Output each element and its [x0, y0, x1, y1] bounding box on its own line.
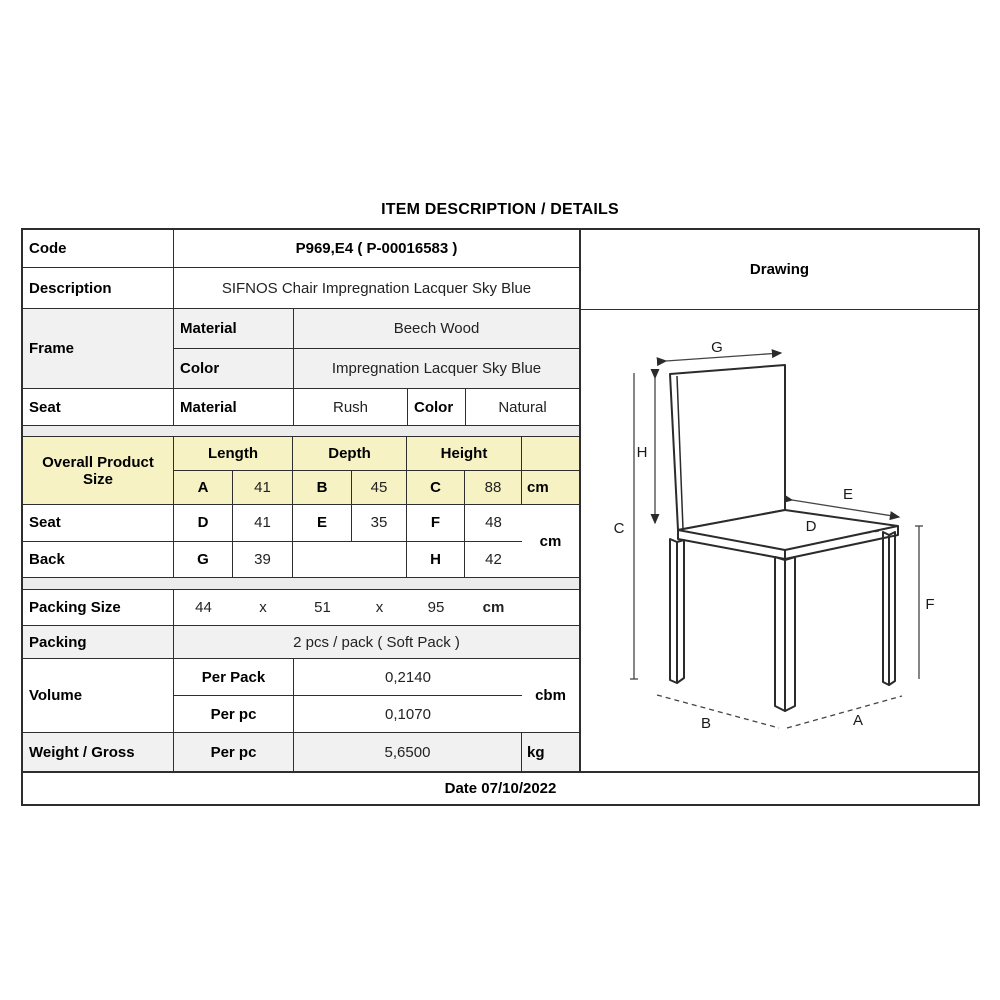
packing-sep-2: x: [375, 599, 384, 616]
table-body: [23, 230, 978, 771]
dim-e-value: 35: [352, 505, 407, 541]
size-header-row: [174, 437, 579, 471]
overall-size-subtable: [174, 437, 579, 504]
drawing-header: Drawing: [581, 230, 978, 310]
volume-section: [23, 659, 579, 733]
dim-h-value: 42: [485, 550, 502, 568]
size-header-unit-cell: [522, 437, 579, 470]
date-row: Date 07/10/2022: [23, 771, 978, 804]
frame-label: Frame: [23, 309, 174, 388]
dim-label-b: B: [700, 715, 712, 732]
packing-dim-3: 95: [427, 599, 445, 616]
description-label: Description: [23, 268, 174, 308]
description-row: [23, 268, 579, 309]
description-value: SIFNOS Chair Impregnation Lacquer Sky Blue: [221, 279, 532, 297]
dim-b-value: 45: [352, 471, 407, 504]
code-label: Code: [23, 230, 174, 267]
packing-value: 2 pcs / pack ( Soft Pack ): [174, 626, 579, 658]
spacer-row: [23, 578, 579, 590]
volume-per-pack-row: [174, 659, 522, 696]
seat-back-subtable: [23, 505, 522, 577]
packing-size-unit: cm: [482, 599, 505, 616]
frame-material-row: [174, 309, 579, 349]
packing-label: Packing: [23, 626, 174, 658]
chair-drawing: [581, 310, 980, 771]
dim-label-e: E: [842, 486, 854, 503]
packing-dim-2: 51: [314, 599, 331, 616]
back-empty-cell: [293, 542, 407, 578]
dim-a-value: 41: [233, 471, 293, 504]
drawing-column: [581, 230, 978, 771]
weight-unit: kg: [527, 743, 545, 761]
packing-size-value: [174, 590, 579, 625]
dim-f-value: 48: [485, 514, 502, 532]
volume-subtable: [174, 659, 522, 732]
dim-b-key: B: [293, 471, 352, 504]
dim-e-key: E: [293, 505, 352, 541]
overall-size-header: Overall Product Size: [23, 437, 174, 504]
dim-label-a: A: [852, 712, 864, 729]
spec-left-table: [23, 230, 581, 771]
height-header: Height: [407, 437, 522, 470]
packing-row: [23, 626, 579, 659]
seat-material-value: Rush: [294, 389, 408, 425]
dim-d-key: D: [174, 505, 233, 541]
frame-section: [23, 309, 579, 389]
frame-color-row: [174, 349, 579, 388]
frame-material-value: Beech Wood: [393, 320, 480, 337]
packing-size-label: Packing Size: [23, 590, 174, 625]
weight-row: [23, 733, 579, 771]
dim-g-key: G: [174, 542, 233, 578]
frame-subtable: [174, 309, 579, 388]
dim-label-g: G: [711, 339, 723, 356]
dim-a-key: A: [174, 471, 233, 504]
length-header: Length: [174, 437, 293, 470]
volume-unit: cbm: [535, 687, 566, 704]
seat-material-row: [23, 389, 579, 426]
dim-c-value: 88: [465, 471, 522, 504]
size-abc-row: [174, 471, 579, 504]
abc-unit: cm: [527, 479, 549, 496]
weight-per-pc-label: Per pc: [174, 733, 294, 771]
frame-color-label: Color: [174, 349, 294, 388]
spec-table: [21, 228, 980, 806]
per-pc-label: Per pc: [174, 696, 294, 732]
seat-color-label: Color: [408, 389, 466, 425]
seatback-unit: cm: [539, 532, 562, 550]
seat-label: Seat: [23, 389, 174, 425]
seat-color-value: Natural: [498, 398, 547, 416]
code-row: [23, 230, 579, 268]
weight-label: Weight / Gross: [23, 733, 174, 771]
overall-size-section: [23, 437, 579, 505]
dim-d-value: 41: [233, 505, 293, 541]
per-pack-value: 0,2140: [385, 668, 431, 686]
dim-g-value: 39: [233, 542, 293, 578]
depth-header: Depth: [293, 437, 407, 470]
dim-c-key: C: [407, 471, 465, 504]
seat-material-label: Material: [174, 389, 294, 425]
per-pc-value: 0,1070: [385, 705, 431, 723]
seat-dims-label: Seat: [23, 505, 174, 541]
dim-label-f: F: [925, 596, 935, 613]
dim-h-key: H: [407, 542, 465, 578]
packing-dim-1: 44: [195, 599, 212, 616]
back-dims-label: Back: [23, 542, 174, 578]
frame-color-value: Impregnation Lacquer Sky Blue: [331, 360, 542, 377]
spacer-row: [23, 426, 579, 437]
chair-outline: [670, 365, 898, 711]
weight-value: 5,6500: [294, 733, 522, 771]
dim-label-d: D: [805, 518, 817, 535]
seat-dims-row: [23, 505, 522, 542]
drawing-area: [581, 310, 978, 771]
seat-back-section: [23, 505, 579, 578]
packing-sep-1: x: [259, 599, 267, 616]
per-pack-label: Per Pack: [174, 659, 294, 695]
packing-size-row: [23, 590, 579, 626]
back-dims-row: [23, 542, 522, 578]
dim-label-c: C: [613, 520, 625, 537]
frame-material-label: Material: [174, 309, 294, 348]
volume-per-pc-row: [174, 696, 522, 732]
volume-label: Volume: [23, 659, 174, 732]
dim-label-h: H: [636, 444, 648, 461]
page-title: ITEM DESCRIPTION / DETAILS: [381, 201, 619, 218]
dim-f-key: F: [407, 505, 465, 541]
code-value: P969,E4 ( P-00016583 ): [295, 240, 458, 257]
